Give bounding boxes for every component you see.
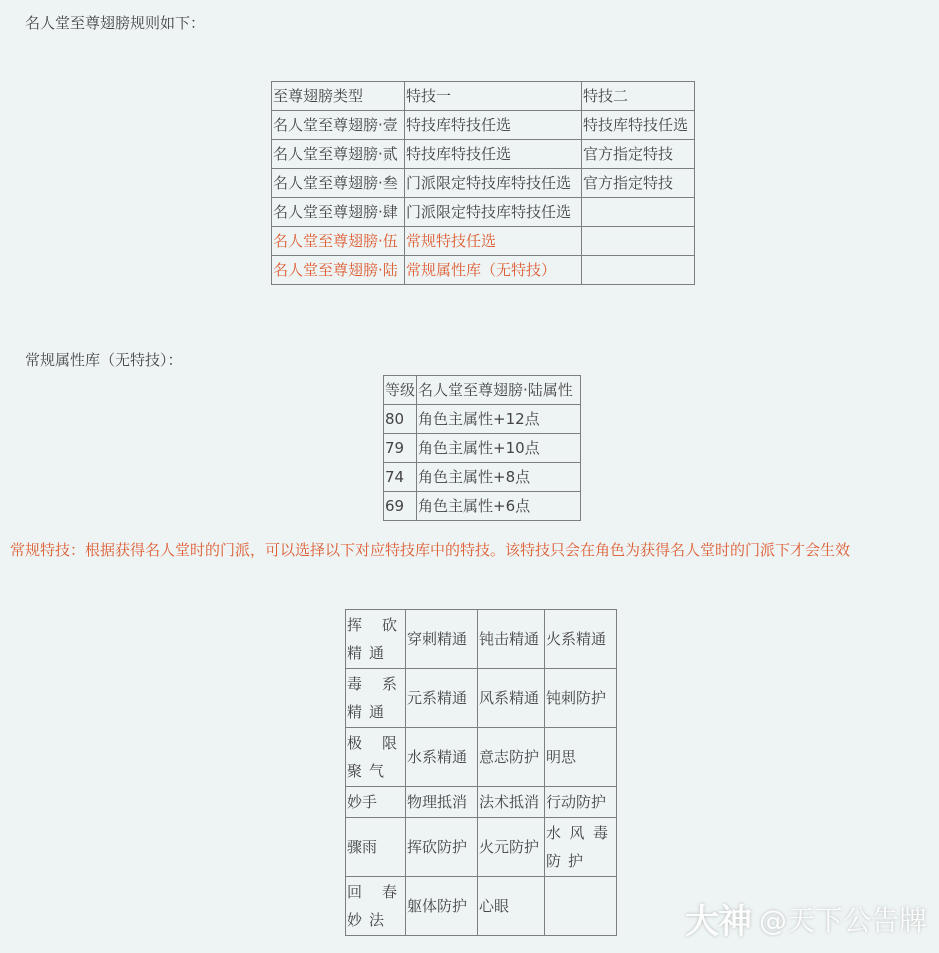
skill1-cell: 常规特技任选 [405, 227, 582, 256]
skill-cell [545, 877, 617, 936]
attribute-cell: 角色主属性+12点 [417, 405, 581, 434]
header-cell: 名人堂至尊翅膀·陆属性 [417, 376, 581, 405]
table-row [272, 169, 695, 198]
table-row-highlight [272, 227, 695, 256]
table-row [384, 463, 581, 492]
skill1-cell: 常规属性库（无特技） [405, 256, 582, 285]
skill-library-table [345, 609, 617, 936]
level-cell: 69 [384, 492, 417, 521]
wing-type-cell: 名人堂至尊翅膀·陆 [272, 256, 405, 285]
header-cell: 特技一 [405, 82, 582, 111]
wing-type-cell: 名人堂至尊翅膀·壹 [272, 111, 405, 140]
skill-notice: 常规特技：根据获得名人堂时的门派，可以选择以下对应特技库中的特技。该特技只会在角色为获得名人堂时的门派下才会生效 [10, 541, 851, 559]
skill-cell: 元系精通 [406, 669, 478, 728]
skill-cell: 毒系精通 [346, 669, 406, 728]
attribute-cell: 角色主属性+6点 [417, 492, 581, 521]
skill-cell: 法术抵消 [478, 787, 545, 818]
attribute-cell: 角色主属性+8点 [417, 463, 581, 492]
skill2-cell [582, 227, 695, 256]
header-cell: 等级 [384, 376, 417, 405]
table-header-row [272, 82, 695, 111]
skill-cell: 心眼 [478, 877, 545, 936]
skill2-cell [582, 256, 695, 285]
skill-cell: 妙手 [346, 787, 406, 818]
skill1-cell: 门派限定特技库特技任选 [405, 169, 582, 198]
skill-cell: 意志防护 [478, 728, 545, 787]
skill-cell: 回春妙法 [346, 877, 406, 936]
skill2-cell [582, 198, 695, 227]
level-cell: 74 [384, 463, 417, 492]
header-cell: 特技二 [582, 82, 695, 111]
skill1-cell: 特技库特技任选 [405, 140, 582, 169]
skill-cell: 明思 [545, 728, 617, 787]
skill-cell: 挥砍精通 [346, 610, 406, 669]
skill-cell: 躯体防护 [406, 877, 478, 936]
skill1-cell: 特技库特技任选 [405, 111, 582, 140]
level-cell: 80 [384, 405, 417, 434]
level-cell: 79 [384, 434, 417, 463]
wing-type-cell: 名人堂至尊翅膀·叁 [272, 169, 405, 198]
table-row [384, 405, 581, 434]
table-row [346, 728, 617, 787]
watermark [685, 894, 927, 943]
table-row [384, 434, 581, 463]
section1-heading: 名人堂至尊翅膀规则如下： [25, 14, 206, 32]
table-row [272, 140, 695, 169]
table-row [384, 492, 581, 521]
wing-type-cell: 名人堂至尊翅膀·贰 [272, 140, 405, 169]
skill-cell: 极限聚气 [346, 728, 406, 787]
skill-cell: 穿刺精通 [406, 610, 478, 669]
skill-cell: 风系精通 [478, 669, 545, 728]
table-row [346, 818, 617, 877]
watermark-handle: @天下公告牌 [758, 903, 927, 937]
skill-cell: 行动防护 [545, 787, 617, 818]
skill-cell: 物理抵消 [406, 787, 478, 818]
skill-cell: 挥砍防护 [406, 818, 478, 877]
table-row [346, 877, 617, 936]
skill2-cell: 特技库特技任选 [582, 111, 695, 140]
skill-cell: 钝刺防护 [545, 669, 617, 728]
attribute-cell: 角色主属性+10点 [417, 434, 581, 463]
table-row [272, 111, 695, 140]
skill-cell: 水风毒防护 [545, 818, 617, 877]
skill-cell: 火元防护 [478, 818, 545, 877]
wing-rules-table [271, 81, 695, 285]
skill-cell: 钝击精通 [478, 610, 545, 669]
wing-type-cell: 名人堂至尊翅膀·伍 [272, 227, 405, 256]
wing-type-cell: 名人堂至尊翅膀·肆 [272, 198, 405, 227]
table-row [272, 198, 695, 227]
skill1-cell: 门派限定特技库特技任选 [405, 198, 582, 227]
header-cell: 至尊翅膀类型 [272, 82, 405, 111]
table-row [346, 610, 617, 669]
skill-cell: 骤雨 [346, 818, 406, 877]
section2-heading: 常规属性库（无特技）： [25, 351, 183, 369]
attribute-table [383, 375, 581, 521]
table-row [346, 669, 617, 728]
table-row-highlight [272, 256, 695, 285]
skill2-cell: 官方指定特技 [582, 169, 695, 198]
watermark-logo: 大神 [684, 902, 751, 942]
skill-cell: 水系精通 [406, 728, 478, 787]
skill-cell: 火系精通 [545, 610, 617, 669]
skill2-cell: 官方指定特技 [582, 140, 695, 169]
table-row [346, 787, 617, 818]
table-header-row [384, 376, 581, 405]
